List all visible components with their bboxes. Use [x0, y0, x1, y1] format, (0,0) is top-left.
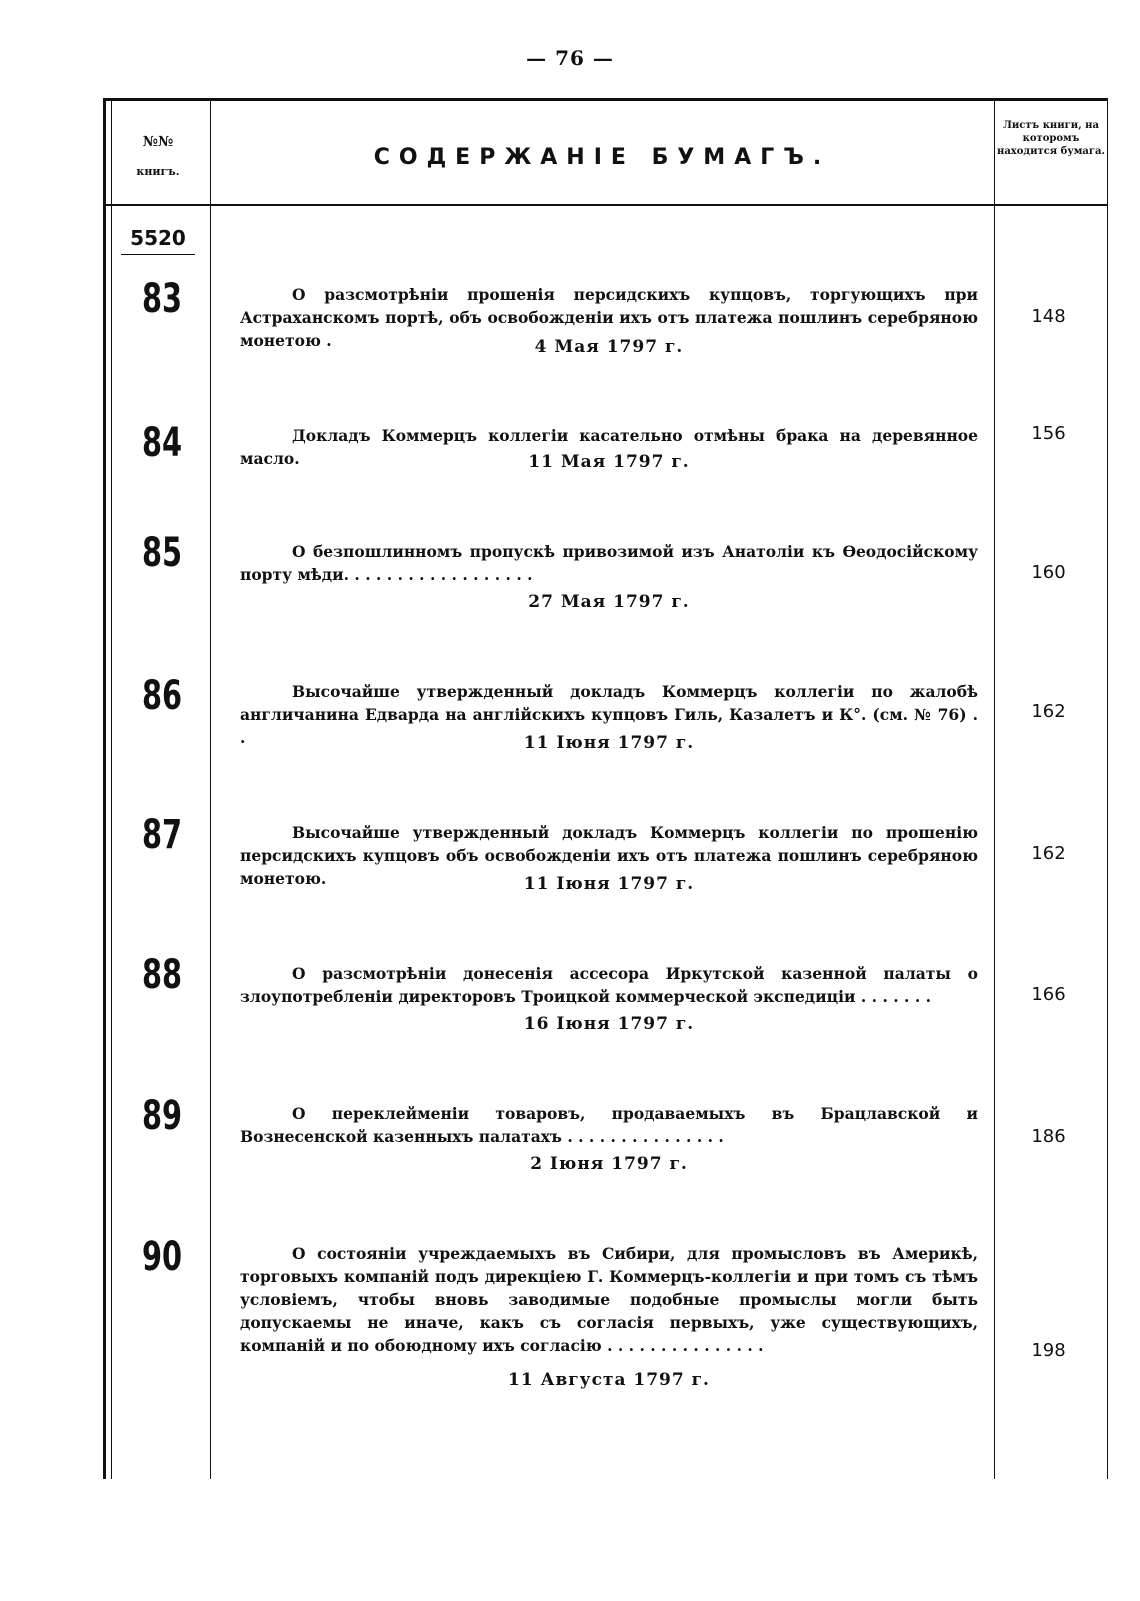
page-number: — 76 —	[526, 46, 614, 70]
entry-number: 89	[141, 1093, 183, 1139]
entry-page: 148	[1031, 306, 1066, 327]
entry-date: 11 Іюня 1797 г.	[523, 733, 695, 753]
entry-date: 2 Іюня 1797 г.	[530, 1154, 688, 1174]
entry-page: 156	[1031, 423, 1066, 444]
entry-text: О переклейменіи товаровъ, продаваемыхъ въ Брацлавской и Вознесенской казенныхъ палатахъ . . . . . . . . . . . . . . .	[240, 1104, 978, 1146]
book-number: 5520	[121, 226, 195, 255]
header-sheet-label: Листъ книги, на которомъ находится бумага.	[997, 120, 1105, 157]
entry-text: Докладъ Коммерцъ коллегіи касательно отмѣны брака на деревянное масло.	[240, 426, 978, 468]
column-divider-left	[210, 101, 211, 1479]
entry-text: Высочайше утвержденный докладъ Коммерцъ коллегіи по жалобѣ англичанина Едварда на англійскихъ купцовъ Гиль, Казалетъ и К°. (см. № 76) . .	[240, 682, 978, 747]
header-book-number	[106, 127, 210, 187]
entry-date: 27 Мая 1797 г.	[528, 592, 690, 612]
entry-date: 11 Іюня 1797 г.	[523, 874, 695, 894]
entry-text: О безпошлинномъ пропускѣ привозимой изъ Анатоліи къ Өеодосійскому порту мѣди. . . . . . . . . . . . . . . . . .	[240, 542, 978, 584]
entry-text: О разсмотрѣніи прошенія персидскихъ купцовъ, торгующихъ при Астраханскомъ портѣ, объ освобожденіи ихъ отъ платежа пошлинъ серебряною монетою .	[240, 285, 978, 350]
entry-page: 198	[1031, 1340, 1066, 1361]
entry-page: 162	[1031, 701, 1066, 722]
entry-text: О разсмотрѣніи донесенія ассесора Иркутской казенной палаты о злоупотребленіи директоровъ Троицкой коммерческой экспедиціи . . . . . . .	[240, 964, 978, 1006]
entry-number: 85	[141, 530, 183, 576]
entry-number: 88	[141, 952, 183, 998]
entry-date: 4 Мая 1797 г.	[534, 337, 684, 357]
entry-date: 16 Іюня 1797 г.	[523, 1014, 695, 1034]
entry-number: 83	[141, 276, 183, 322]
entry-date: 11 Августа 1797 г.	[508, 1370, 710, 1390]
entry-page: 166	[1031, 984, 1066, 1005]
entry-page: 162	[1031, 843, 1066, 864]
header-book-number-mark: №№	[142, 134, 174, 150]
entry-number: 90	[141, 1234, 183, 1280]
frame-double-rule	[111, 101, 112, 1479]
header-book-number-label: книгъ.	[136, 165, 180, 178]
entry-page: 186	[1031, 1126, 1066, 1147]
entry-number: 87	[141, 812, 183, 858]
header-title: СОДЕРЖАНІЕ БУМАГЪ.	[373, 145, 831, 170]
entry-text: О состояніи учреждаемыхъ въ Сибири, для промысловъ въ Америкѣ, торговыхъ компаній подъ дирекціею Г. Коммерцъ-коллегіи и при томъ съ тѣмъ условіемъ, чтобы вновь заводимые подобные промыслы могли быть допускаемы не иначе, какъ съ согласія первыхъ, уже существующихъ, компаній и по обоюдному ихъ согласію . . . . . . . . . . . . . . .	[240, 1244, 978, 1355]
entry-number: 84	[141, 420, 183, 466]
entry-date: 11 Мая 1797 г.	[528, 452, 690, 472]
entry-number: 86	[141, 673, 183, 719]
header-divider	[106, 204, 1107, 206]
entry-text: Высочайше утвержденный докладъ Коммерцъ коллегіи по прошенію персидскихъ купцовъ объ освобожденіи ихъ отъ платежа пошлинъ серебряною монетою.	[240, 823, 978, 888]
entry-page: 160	[1031, 562, 1066, 583]
